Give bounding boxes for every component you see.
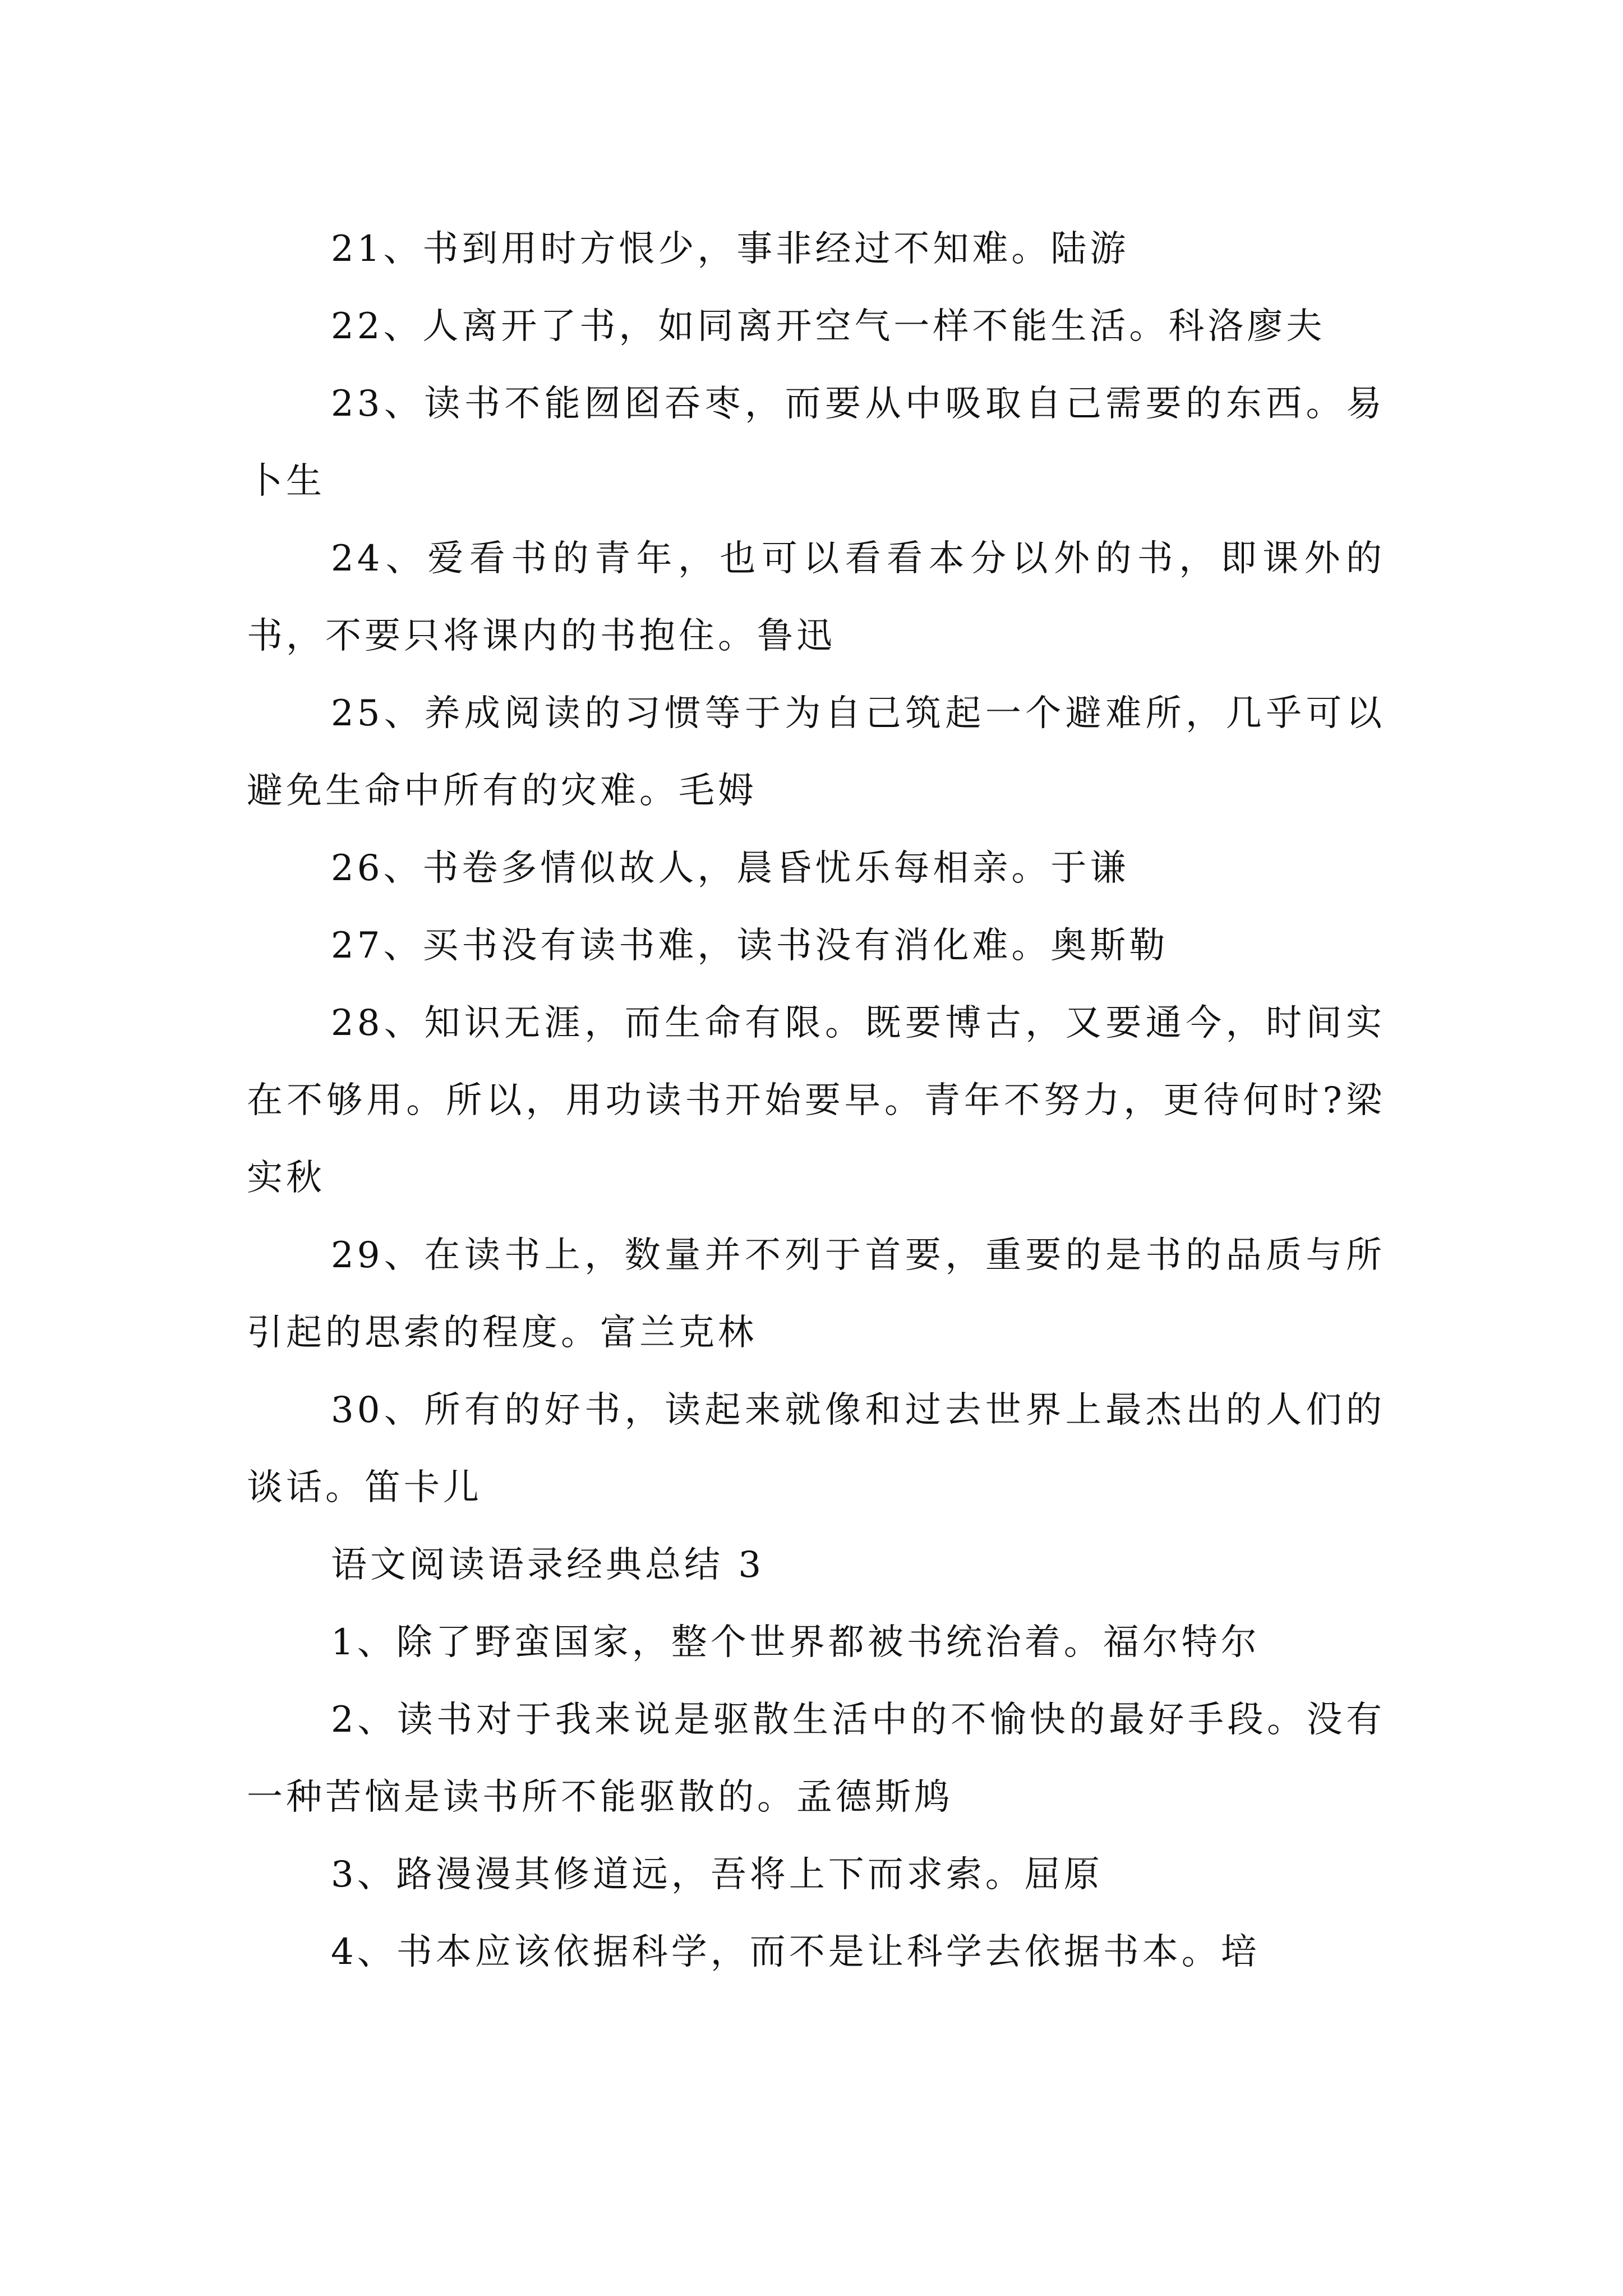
quote-item-27: 27、买书没有读书难，读书没有消化难。奥斯勒 (331, 925, 1169, 967)
section-heading: 语文阅读语录经典总结 3 (331, 1544, 765, 1586)
document-body (247, 210, 1385, 1991)
section-quote-item-3: 3、路漫漫其修道远，吾将上下而求索。屈原 (331, 1854, 1103, 1895)
quote-item-25: 25、养成阅读的习惯等于为自己筑起一个避难所，几乎可以避免生命中所有的灾难。毛姆 (247, 693, 1385, 812)
quote-item-21: 21、书到用时方恨少，事非经过不知难。陆游 (331, 228, 1129, 270)
quote-item-24: 24、爱看书的青年，也可以看看本分以外的书，即课外的书，不要只将课内的书抱住。鲁迅 (247, 538, 1385, 657)
section-quote-item-4: 4、书本应该依据科学，而不是让科学去依据书本。培 (331, 1931, 1260, 1973)
section-quote-item-2: 2、读书对于我来说是驱散生活中的不愉快的最好手段。没有一种苦恼是读书所不能驱散的。孟德斯鸠 (247, 1699, 1385, 1818)
quote-item-22: 22、人离开了书，如同离开空气一样不能生活。科洛廖夫 (331, 306, 1326, 347)
quote-item-30: 30、所有的好书，读起来就像和过去世界上最杰出的人们的谈话。笛卡儿 (247, 1389, 1385, 1508)
quote-item-26: 26、书卷多情似故人，晨昏忧乐每相亲。于谦 (331, 848, 1129, 889)
quote-item-29: 29、在读书上，数量并不列于首要，重要的是书的品质与所引起的思索的程度。富兰克林 (247, 1235, 1385, 1354)
quote-item-28: 28、知识无涯，而生命有限。既要博古，又要通今，时间实在不够用。所以，用功读书开始要早。青年不努力，更待何时?梁实秋 (247, 1002, 1385, 1199)
quote-item-23: 23、读书不能囫囵吞枣，而要从中吸取自己需要的东西。易卜生 (247, 383, 1385, 502)
section-quote-item-1: 1、除了野蛮国家，整个世界都被书统治着。福尔特尔 (331, 1622, 1260, 1663)
